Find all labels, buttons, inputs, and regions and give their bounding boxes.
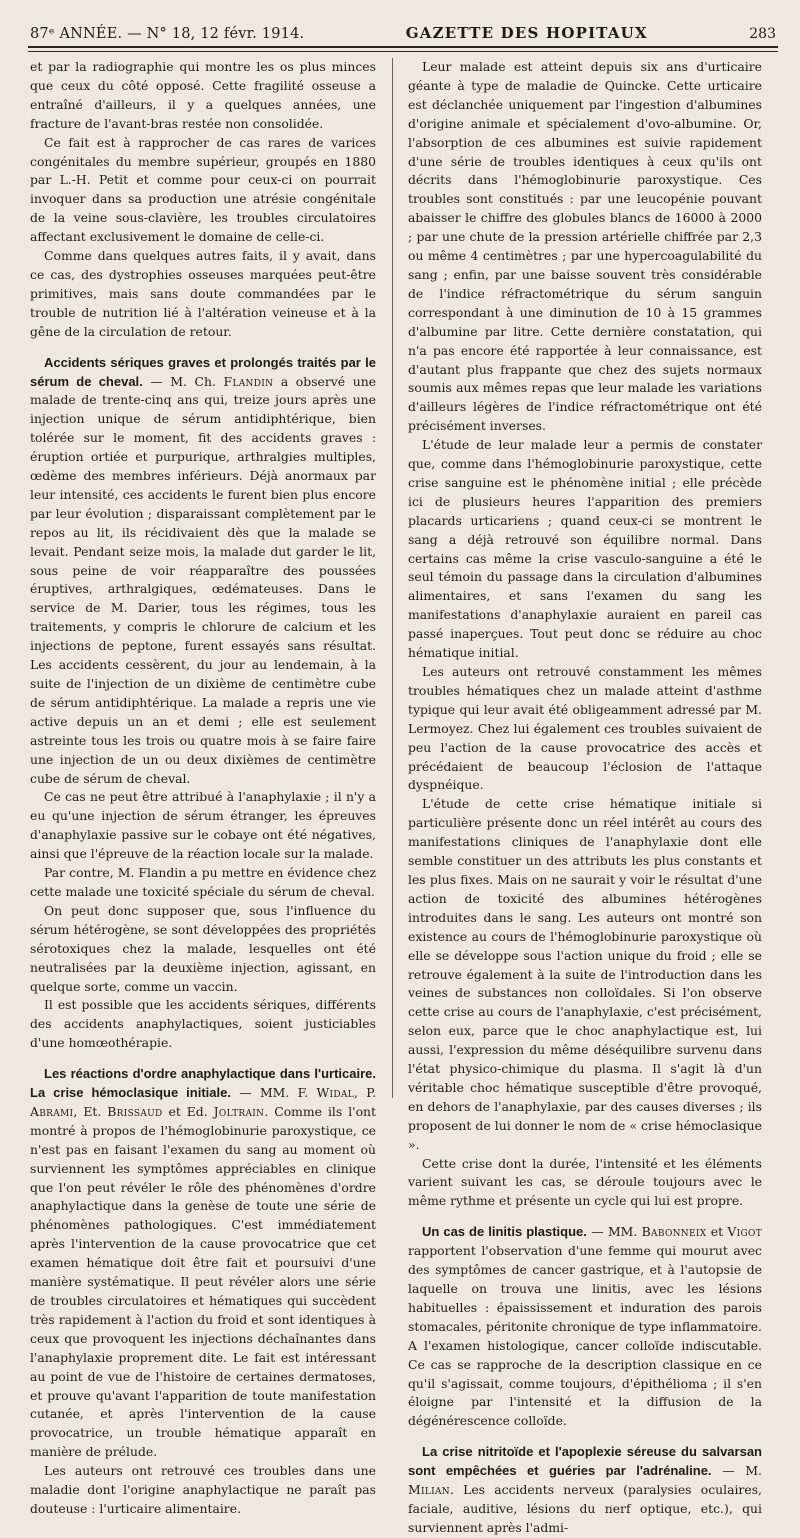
section-title: Un cas de linitis plastique. [422, 1224, 587, 1240]
paragraph: Par contre, M. Flandin a pu mettre en évidence chez cette malade une toxicité spéciale du sérum de cheval. [30, 865, 376, 899]
running-header [30, 14, 776, 42]
section-salvarsan: La crise nitritoïde et l'apoplexie séreuse du salvarsan sont empêchées et guéries par l'adrénaline. — M. Milian. Les accidents nerveux (paralysies oculaires, faciale, auditive, lésions du nerf optique, etc.), qui surviennent après l'admi- [408, 1444, 762, 1535]
author-name: Joltrain [213, 1103, 265, 1119]
paragraph: Comme dans quelques autres faits, il y avait, dans ce cas, des dystrophies osseuses marquées peut-être primitives, mais sans doute commandées par le trouble de nutrition lié à l'altération veineuse et à la gêne de la circulation de retour. [30, 248, 376, 339]
author-name: Widal [316, 1085, 354, 1101]
author-name: Milian [408, 1482, 450, 1498]
column-divider [392, 58, 393, 1098]
paragraph: et par la radiographie qui montre les os plus minces que ceux du côté opposé. Cette fragilité osseuse a entraîné d'ailleurs, il y a quelques années, une fracture de l'avant-bras restée non consolidée. [30, 59, 376, 131]
author-name: Flandin [223, 373, 274, 389]
section-widal: Les réactions d'ordre anaphylactique dans l'urticaire. La crise hémoclasique initiale. — MM. F. Widal, P. Abrami, Et. Brissaud et Ed. Joltrain. Comme ils l'ont montré à propos de l'hémoglobinurie paroxystique, ce n'est pas en faisant l'examen du sang au moment où surviennent les symptômes appréciables en clinique que l'on peut révéler le rôle des phénomènes d'ordre anaphylactique dans la genèse de toute une série de phénomènes pathologiques. C'est immédiatement après l'intervention de la cause provocatrice que cet examen hématique doit être fait et poursuivi d'une manière systématique. Il peut révéler alors une série de troubles circulatoires et hématiques qui succèdent très rapidement à l'action du froid et sont identiques à ceux que provoquent les injections déchaînantes dans l'anaphylaxie proprement dite. Le fait est intéressant au point de vue de l'histoire de certaines dermatoses, et prouve qu'avant l'apparition de toute manifestation cutanée, et après l'intervention de la cause provocatrice, un trouble hématique apparaît en manière de prélude. [30, 1066, 377, 1460]
section-title: Les réactions d'ordre anaphylactique dans l'urticaire. La crise hémoclasique initiale. [30, 1066, 376, 1101]
section-linitis: Un cas de linitis plastique. — MM. Babonneix et Vigot rapportent l'observation d'une femme qui mourut avec des symptômes de cancer gastrique, et à l'autopsie de laquelle on trouva une linitis, avec les lésions habituelles : épaississement et induration des parois stomacales, péritonite chronique de type inflammatoire. A l'examen histologique, cancer colloïde indiscutable. Ce cas se rapproche de la description classique en ce qu'il s'agissait, comme toujours, d'épithélioma ; il s'en éloigne par l'intensité et la diffusion de la dégénérescence colloïde. [408, 1224, 762, 1429]
header-rule-thin [28, 51, 778, 52]
paragraph: Les auteurs ont retrouvé constamment les mêmes troubles hématiques chez un malade atteint d'asthme typique qui leur avait été obligeamment adressé par M. Lermoyez. Chez lui également ces troubles suivaient de peu l'action de la cause provocatrice des accès et précédaient de beaucoup l'éclosion de l'attaque dyspnéique. [408, 664, 762, 793]
author-name: Babonneix [641, 1224, 707, 1240]
issue-info: 87ᵉ ANNÉE. — N° 18, 12 févr. 1914. [30, 26, 305, 42]
paragraph: Les auteurs ont retrouvé ces troubles dans une maladie dont l'origine anaphylactique ne paraît pas douteuse : l'urticaire alimentaire. [30, 1463, 376, 1516]
paragraph: Cette crise dont la durée, l'intensité et les éléments varient suivant les cas, se déroule toujours avec le même rythme et présente un cycle qui lui est propre. [408, 1155, 762, 1209]
header-rule-thick [28, 46, 778, 48]
author-name: Brissaud [107, 1103, 163, 1119]
paragraph: Leur malade est atteint depuis six ans d'urticaire géante à type de maladie de Quincke. Cette urticaire est déclanchée uniquement par l'ingestion d'albumines d'origine animale et spécialement d'ovo-albumine. Or, l'absorption de ces albumines est suivie rapidement d'une série de troubles identiques à ceux qu'ils ont décrits dans l'hémoglobinurie paroxystique. Ces troubles sont constitués : par une leucopénie pouvant abaisser le chiffre des globules blancs de 16000 à 2000 ; par une chute de la pression artérielle chiffrée par 2,3 ou même 4 centimètres ; par une hypercoagulabilité du sang ; enfin, par une baisse souvent très considérable de l'indice réfractométrique du sérum sanguin correspondant à une diminution de 10 à 15 grammes d'albumine par litre. Cette dernière constatation, qui n'a pas encore été rapportée à leur connaissance, est d'autant plus frappante que chez des sujets normaux soumis aux mêmes repas que leur malade les variations d'ailleurs légères de l'indice réfractométrique ont été précisément inverses. [408, 59, 762, 434]
paragraph: L'étude de leur malade leur a permis de constater que, comme dans l'hémoglobinurie paroxystique, cette crise sanguine est le phénomène initial ; elle précède ici de plusieurs heures l'apparition des premiers placards urticariens ; quand ceux-ci se montrent le sang a déjà retrouvé son équilibre normal. Dans certains cas même la crise vasculo-sanguine a été le seul témoin du passage dans la circulation d'albumines alimentaires, et sans l'examen du sang les manifestations d'anaphylaxie auraient en pareil cas passé inaperçues. Tout peut donc se réduire au choc hématique initial. [408, 437, 762, 661]
section-flandin: Accidents sériques graves et prolongés traités par le sérum de cheval. — M. Ch. Flandin a observé une malade de trente-cinq ans qui, treize jours après une injection unique de sérum antidiphtérique, bien tolérée sur le moment, fit des accidents graves : éruption ortiée et purpurique, arthralgies multiples, œdème des membres inférieurs. Déjà anormaux par leur intensité, ces accidents le furent bien plus encore par leur évolution ; disparaissant complètement par le repos au lit, ils récidivaient dès que la malade se levait. Pendant seize mois, la malade dut garder le lit, sous peine de voir réapparaître des poussées éruptives, arthralgiques, œdémateuses. Dans le service de M. Darier, tous les régimes, tous les traitements, y compris le chlorure de calcium et les injections de peptone, furent essayés sans résultat. Les accidents cessèrent, du jour au lendemain, à la suite de l'injection de un dixième de centimètre cube de sérum antidiphtérique. La malade a repris une vie active depuis un an et demi ; elle est seulement astreinte tous les trois ou quatre mois à se faire faire une injection de un ou deux dixièmes de centimètre cube de sérum de cheval. [30, 354, 377, 786]
author-name: Vigot [727, 1224, 762, 1240]
section-title: Accidents sériques graves et prolongés traités par le sérum de cheval. [30, 354, 376, 389]
paragraph: On peut donc supposer que, sous l'influence du sérum hétérogène, se sont développées des propriétés sérotoxiques chez la malade, lesquelles ont été neutralisées par la deuxième injection, agissant, en quelque sorte, comme un vaccin. [30, 902, 376, 994]
section-title: La crise nitritoïde et l'apoplexie séreuse du salvarsan sont empêchées et guéries par l'adrénaline. [408, 1444, 762, 1479]
paragraph: Ce fait est à rapprocher de cas rares de varices congénitales du membre supérieur, groupés en 1880 par L.-H. Petit et comme pour ceux-ci on pourrait invoquer dans sa production une atrésie congénitale de la veine sous-clavière, les troubles circulatoires affectant exclusivement le domaine de celle-ci. [30, 134, 376, 245]
author-name: Abrami [30, 1103, 74, 1119]
left-column [30, 58, 376, 1519]
right-column [408, 58, 762, 1538]
paragraph: Il est possible que les accidents sériques, différents des accidents anaphylactiques, soient justiciables d'une homœothérapie. [30, 997, 376, 1051]
paragraph: L'étude de cette crise hématique initiale si particulière présente donc un réel intérêt au cours des manifestations cliniques de l'anaphylaxie dont elle semble constituer un des attributs les plus constants et les plus fixes. Mais on ne saurait y voir le résultat d'une action de toxicité des albumines hétérogènes introduites dans le sang. Les auteurs ont montré son existence au cours de l'hémoglobinurie paroxystique où elle se développe sous l'action unique du froid ; elle se retrouve également à la suite de l'introduction dans les veines de substances non colloïdales. Si l'on observe cette crise au cours de l'anaphylaxie, c'est précisément, selon eux, parce que le choc anaphylactique est, lui aussi, l'expression du même déséquilibre survenu dans l'état physico-chimique du plasma. Il s'agit là d'un véritable choc hématique susceptible d'être provoqué, en dehors de l'anaphylaxie, par des causes diverses ; ils proposent de lui donner le nom de « crise hémoclasique ». [408, 796, 762, 1152]
page-number: 283 [749, 26, 776, 42]
journal-title: GAZETTE DES HOPITAUX [405, 24, 648, 42]
paragraph: Ce cas ne peut être attribué à l'anaphylaxie ; il n'y a eu qu'une injection de sérum étranger, les épreuves d'anaphylaxie passive sur le cobaye ont été négatives, ainsi que l'épreuve de la réaction locale sur la malade. [30, 789, 376, 862]
